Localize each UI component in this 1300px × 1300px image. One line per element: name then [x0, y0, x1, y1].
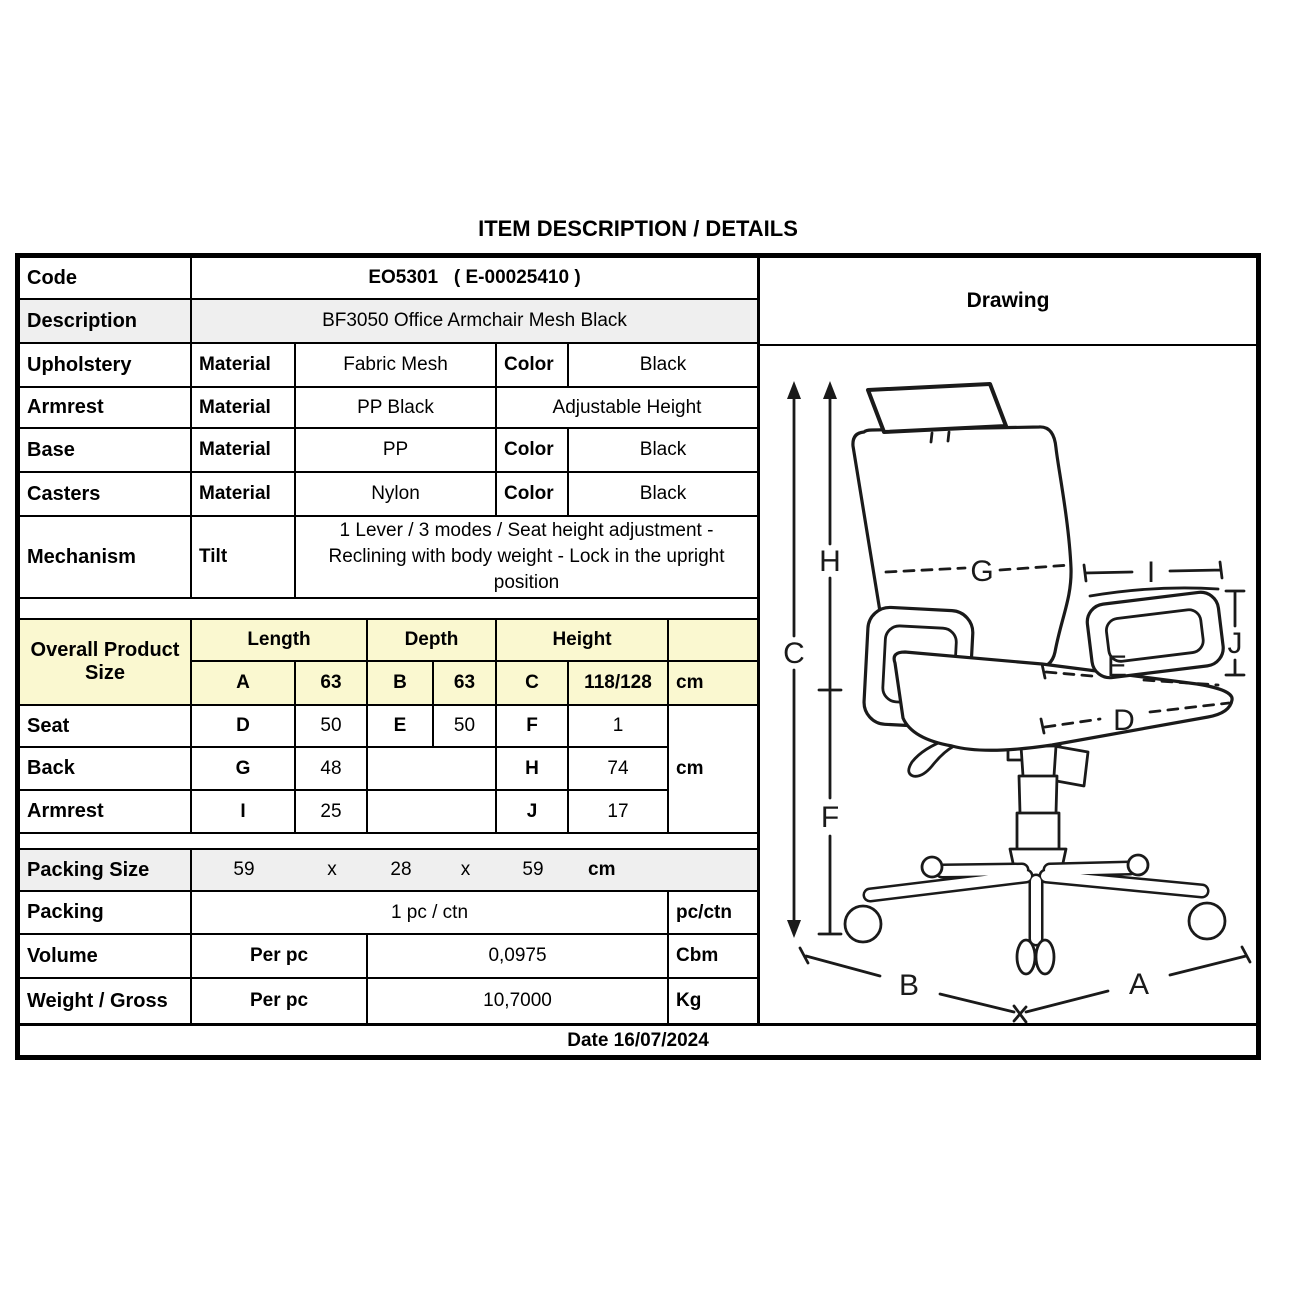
- dim-label-d: D: [1113, 704, 1135, 737]
- height-header: Height: [497, 620, 669, 662]
- upholstery-material-value: Fabric Mesh: [296, 344, 497, 388]
- dim-e-key: E: [368, 706, 434, 748]
- casters-color-value: Black: [569, 473, 757, 517]
- dim-d-value: 50: [296, 706, 368, 748]
- dim-a-key: A: [192, 662, 296, 706]
- casters-material-value: Nylon: [296, 473, 497, 517]
- pack-x-2: x: [460, 859, 471, 880]
- caster-left: [845, 906, 881, 942]
- dim-g-key: G: [192, 748, 296, 791]
- volume-unit: Cbm: [669, 935, 757, 979]
- dim-b-key: B: [368, 662, 434, 706]
- volume-label: Volume: [20, 935, 192, 979]
- pack-x-1: x: [327, 859, 337, 880]
- dim-g-value: 48: [296, 748, 368, 791]
- dim-ab-cross: [1014, 1006, 1026, 1022]
- size-header-empty: [669, 620, 757, 662]
- base-material-label: Material: [192, 429, 296, 473]
- caster-back-right: [1128, 855, 1148, 875]
- mechanism-type-label: Tilt: [192, 517, 296, 599]
- size-section: [20, 620, 757, 834]
- page-title: ITEM DESCRIPTION / DETAILS: [478, 216, 798, 241]
- mechanism-text: 1 Lever / 3 modes / Seat height adjustment - Reclining with body weight - Lock in the upright position: [296, 517, 757, 599]
- drawing-column: [760, 258, 1256, 1023]
- description-value: BF3050 Office Armchair Mesh Black: [192, 300, 757, 344]
- pack-dim-2: 28: [390, 859, 412, 880]
- description-label: Description: [20, 300, 192, 344]
- pack-unit: cm: [588, 859, 616, 880]
- dim-c-value: 118/128: [569, 662, 669, 706]
- dim-b-value: 63: [434, 662, 497, 706]
- mechanism-label: Mechanism: [20, 517, 192, 599]
- seat-label: Seat: [20, 706, 192, 748]
- dim-c-key: C: [497, 662, 569, 706]
- dim-label-a: A: [1128, 968, 1150, 1001]
- dim-e-value: 50: [434, 706, 497, 748]
- packing-value: 1 pc / ctn: [192, 892, 669, 935]
- spacer-row-2: [20, 834, 757, 850]
- upholstery-label: Upholstery: [20, 344, 192, 388]
- dim-h-value: 74: [569, 748, 669, 791]
- depth-header: Depth: [368, 620, 497, 662]
- armrest-size-label: Armrest: [20, 791, 192, 834]
- dim-h-key: H: [497, 748, 569, 791]
- dim-f-value: 1: [569, 706, 669, 748]
- pack-dim-3: 59: [522, 859, 544, 880]
- volume-per: Per pc: [192, 935, 368, 979]
- packing-label: Packing: [20, 892, 192, 935]
- armrest-material-value: PP Black: [296, 388, 497, 429]
- dim-label-c: C: [783, 637, 805, 670]
- dim-j-value: 17: [569, 791, 669, 834]
- dim-f-key: F: [497, 706, 569, 748]
- length-header: Length: [192, 620, 368, 662]
- spec-top-section: [20, 258, 757, 599]
- dim-j-key: J: [497, 791, 569, 834]
- dim-h-line: [819, 392, 841, 690]
- upholstery-material-label: Material: [192, 344, 296, 388]
- dim-label-i: I: [1146, 556, 1156, 589]
- casters-material-label: Material: [192, 473, 296, 517]
- spacer-row-1: [20, 599, 757, 620]
- dim-label-f: F: [820, 801, 840, 834]
- pack-dim-1: 59: [233, 859, 255, 880]
- upholstery-color-label: Color: [497, 344, 569, 388]
- dim-label-b: B: [898, 969, 920, 1002]
- volume-value: 0,0975: [368, 935, 669, 979]
- armrest-label: Armrest: [20, 388, 192, 429]
- weight-unit: Kg: [676, 990, 702, 1011]
- code-value: EO5301 ( E-00025410 ): [192, 258, 757, 300]
- weight-label: Weight / Gross: [20, 979, 192, 1023]
- armrest-empty-cell: [368, 791, 497, 834]
- dim-i-key: I: [192, 791, 296, 834]
- code-label: Code: [20, 258, 192, 300]
- date-row: Date 16/07/2024: [20, 1023, 1256, 1055]
- packing-size-label: Packing Size: [20, 850, 192, 892]
- back-empty-cell: [368, 748, 497, 791]
- overall-size-label: Overall Product Size: [20, 620, 192, 706]
- caster-back-left: [922, 857, 942, 877]
- casters-label: Casters: [20, 473, 192, 517]
- base-color-label: Color: [497, 429, 569, 473]
- dim-i-value: 25: [296, 791, 368, 834]
- caster-right: [1189, 903, 1225, 939]
- packing-unit: pc/ctn: [669, 892, 757, 935]
- packing-size-values-row: [192, 850, 757, 890]
- chair-drawing: [760, 346, 1256, 1023]
- drawing-header: Drawing: [760, 258, 1256, 346]
- packing-section: [20, 850, 757, 1023]
- weight-value: 10,7000: [368, 979, 669, 1023]
- dim-label-e: E: [1106, 650, 1128, 683]
- base-legs-fill: [870, 868, 1202, 939]
- dim-label-j: J: [1227, 627, 1243, 660]
- drawing-canvas: [760, 346, 1256, 1023]
- overall-unit: cm: [669, 662, 757, 706]
- chair-headrest: [868, 384, 1006, 432]
- base-color-value: Black: [569, 429, 757, 473]
- dim-a-value: 63: [296, 662, 368, 706]
- dim-d-key: D: [192, 706, 296, 748]
- armrest-feature: Adjustable Height: [497, 388, 757, 429]
- dim-label-h: H: [819, 545, 841, 578]
- armrest-material-label: Material: [192, 388, 296, 429]
- base-material-value: PP: [296, 429, 497, 473]
- back-label: Back: [20, 748, 192, 791]
- casters-color-label: Color: [497, 473, 569, 517]
- weight-per: Per pc: [192, 979, 368, 1023]
- spec-columns: [20, 258, 760, 1023]
- upholstery-color-value: Black: [569, 344, 757, 388]
- base-label: Base: [20, 429, 192, 473]
- spec-table: [15, 253, 1261, 1060]
- dim-label-g: G: [970, 555, 994, 588]
- packing-size-values: [192, 850, 757, 892]
- size-unit-merged: cm: [669, 706, 757, 834]
- table-main: [20, 258, 1256, 1023]
